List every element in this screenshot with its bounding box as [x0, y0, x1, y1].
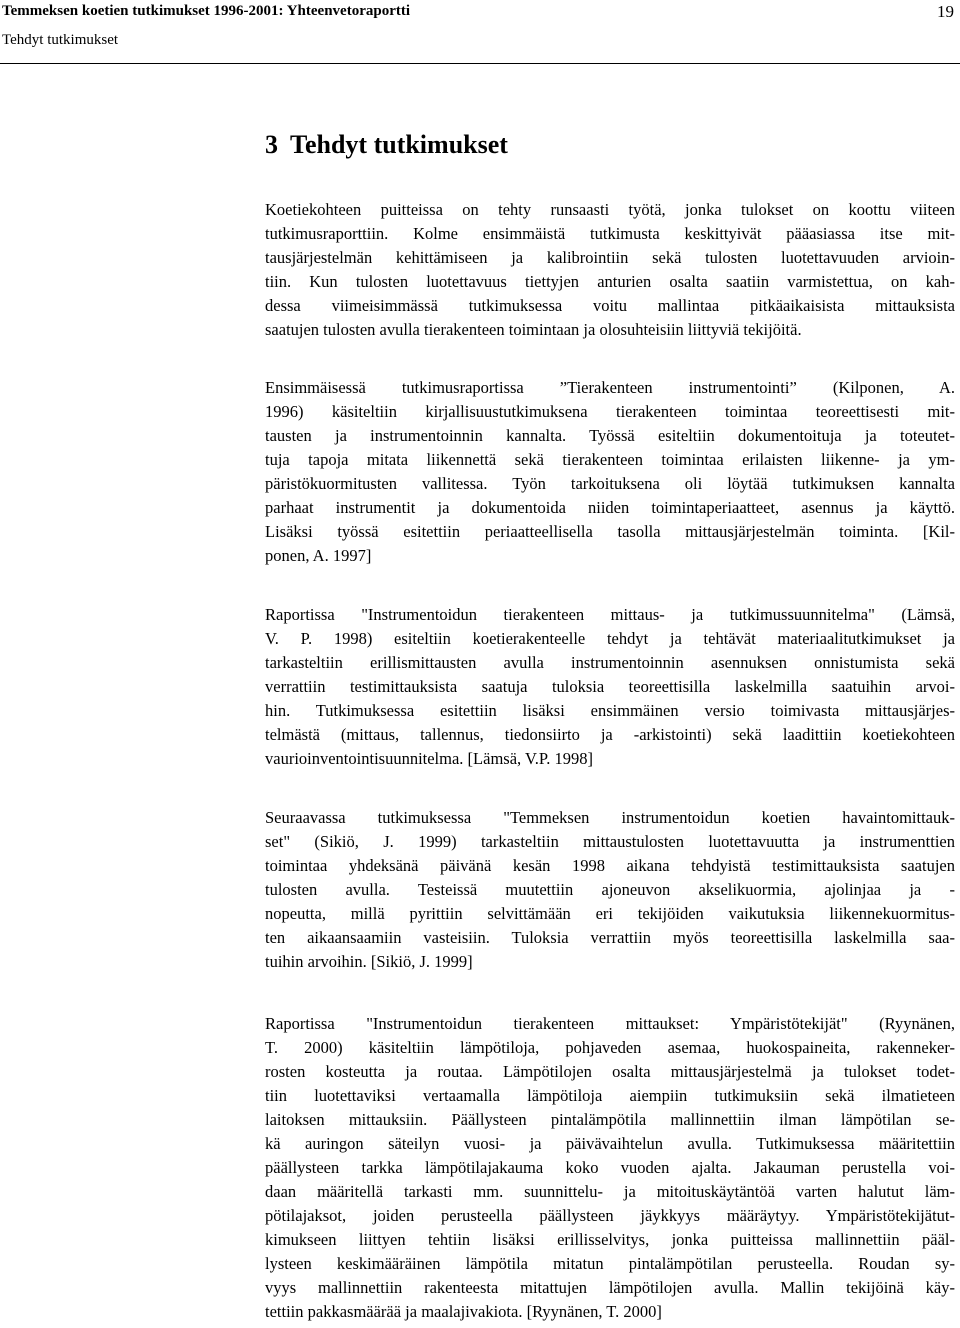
text-line: päällysteen tarkka lämpötilajakauma koko vuoden ajalta. Jakauman perustella voi- [265, 1158, 955, 1177]
paragraph-2 [265, 376, 955, 568]
text-line: tuja tapoja mitata liikennettä sekä tierakenteen toimintaa erilaisten liikenne- ja ym- [265, 450, 955, 469]
paragraph-4 [265, 806, 955, 974]
text-line: rosten kosteutta ja routaa. Lämpötilojen osalta mittausjärjestelmä ja tulokset todet- [265, 1062, 955, 1081]
text-line: Koetiekohteen puitteissa on tehty runsaasti työtä, jonka tulokset on koottu viiteen [265, 200, 955, 219]
paragraph-text [265, 376, 955, 568]
paragraph-text [265, 198, 955, 342]
text-line: dessa viimeisimmässä tutkimuksessa voitu mallintaa pitkäaikaisista mittauksista [265, 296, 955, 315]
page-header [0, 0, 960, 48]
chapter-title: Tehdyt tutkimukset [290, 130, 508, 159]
text-line: tausten ja instrumentoinnin kannalta. Työssä esiteltiin dokumentoituja ja toteutet- [265, 426, 955, 445]
text-line: tulosten avulla. Testeissä muutettiin ajoneuvon akselikuormia, ajolinjaa ja - [265, 880, 955, 899]
text-line: laitoksen mittauksiin. Päällysteen pintalämpötila mallinnettiin ilman lämpötilan se- [265, 1110, 955, 1129]
text-line: Raportissa "Instrumentoidun tierakenteen mittaus- ja tutkimussuunnitelma" (Lämsä, [265, 605, 955, 624]
header-title: Temmeksen koetien tutkimukset 1996-2001: Yhteenvetoraportti [2, 3, 411, 19]
text-line: päristökuormitusten vallitessa. Työn tarkoituksena oli löytää tutkimuksen kannalta [265, 474, 955, 493]
text-line: ten aikaansaamiin vasteisiin. Tuloksia verrattiin myös teoreettisilla laskelmilla saa- [265, 928, 955, 947]
text-line: saatujen tulosten avulla tierakenteen toimintaan ja olosuhteisiin liittyviä tekijöitä. [265, 320, 802, 339]
text-line: kä auringon säteilyn vuosi- ja päivävaihtelun avulla. Tutkimuksessa määritettiin [265, 1134, 955, 1153]
text-line: toimintaa yhdeksänä päivänä kesän 1998 aikana tehdyistä testimittauksista saatujen [265, 856, 955, 875]
text-line: lysteen keskimääräinen lämpötila mitatun pintalämpötilan perusteella. Roudan sy- [265, 1254, 955, 1273]
text-line: kimukseen liittyen tehtiin lisäksi erillisselvitys, jonka puitteissa mallinnettiin pääl- [265, 1230, 955, 1249]
paragraph-3 [265, 603, 955, 771]
text-line: Ensimmäisessä tutkimusraportissa ”Tierakenteen instrumentointi” (Kilponen, A. [265, 378, 955, 397]
text-line: ponen, A. 1997] [265, 546, 372, 565]
text-line: tausjärjestelmän kehittämiseen ja kalibrointiin sekä tulosten luotettavuuden arvioin- [265, 248, 955, 267]
text-line: tuihin arvoihin. [Sikiö, J. 1999] [265, 952, 473, 971]
chapter-number: 3 [265, 130, 278, 159]
paragraph-text [265, 1012, 955, 1324]
page-number: 19 [937, 2, 954, 21]
text-line: telmästä (mittaus, tallennus, tiedonsiirto ja -arkistointi) sekä laadittiin koetiekohteen [265, 725, 955, 744]
text-line: T. 2000) käsiteltiin lämpötiloja, pohjaveden asemaa, huokospaineita, rakenneker- [265, 1038, 955, 1057]
paragraph-text [265, 806, 955, 974]
text-line: verrattiin testimittauksista saatuja tuloksia teoreettisilla laskelmilla saatuihin arvoi- [265, 677, 955, 696]
text-line: tettiin pakkasmäärää ja maalajivakiota. [Ryynänen, T. 2000] [265, 1302, 662, 1321]
text-line: tarkasteltiin erillismittausten avulla instrumentoinnin asennuksen onnistumista sekä [265, 653, 955, 672]
text-line: Seuraavassa tutkimuksessa "Temmeksen instrumentoidun koetien havaintomittauk- [265, 808, 955, 827]
text-line: tiin. Kun tulosten luotettavuus tiettyjen anturien osalta saatiin varmistettua, on kah- [265, 272, 955, 291]
text-line: vyys mallinnettiin rakenteesta mitattujen lämpötilojen avulla. Mallin tekijöinä käy- [265, 1278, 955, 1297]
paragraph-5 [265, 1012, 955, 1324]
header-divider [0, 63, 960, 64]
text-line: nopeutta, millä pyrittiin selvittämään eri tekijöiden vaikutuksia liikennekuormitus- [265, 904, 955, 923]
text-line: tiin luotettaviksi vertaamalla lämpötiloja aiempiin tutkimuksiin sekä ilmatieteen [265, 1086, 955, 1105]
text-line: pötilajaksot, joiden perusteella päällysteen jäykkyys määräytyy. Ympäristötekijätut- [265, 1206, 955, 1225]
text-line: vaurioinventointisuunnitelma. [Lämsä, V.P. 1998] [265, 749, 593, 768]
paragraph-1 [265, 198, 955, 342]
text-line: 1996) käsiteltiin kirjallisuustutkimuksena tierakenteen toimintaa teoreettisesti mit- [265, 402, 955, 421]
text-line: Lisäksi työssä esitettiin periaatteellisella tasolla mittausjärjestelmän toiminta. [Kil- [265, 522, 955, 541]
text-line: hin. Tutkimuksessa esitettiin lisäksi ensimmäinen versio toimivasta mittausjärjes- [265, 701, 955, 720]
text-line: V. P. 1998) esiteltiin koetierakenteelle tehdyt ja tehtävät materiaalitutkimukset ja [265, 629, 955, 648]
text-line: parhaat instrumentit ja dokumentoida niiden toimintaperiaatteet, asennus ja käyttö. [265, 498, 955, 517]
text-line: daan määritellä tarkasti mm. suunnittelu- ja mitoituskäytäntöä varten halutut läm- [265, 1182, 955, 1201]
text-line: set" (Sikiö, J. 1999) tarkasteltiin mittaustulosten luotettavuutta ja instrumenttien [265, 832, 955, 851]
chapter-heading [265, 130, 508, 160]
header-subtitle: Tehdyt tutkimukset [2, 32, 119, 48]
paragraph-text [265, 603, 955, 771]
text-line: tutkimusraporttiin. Kolme ensimmäistä tutkimusta keskittyivät pääasiassa itse mit- [265, 224, 955, 243]
text-line: Raportissa "Instrumentoidun tierakenteen mittaukset: Ympäristötekijät" (Ryynänen, [265, 1014, 955, 1033]
